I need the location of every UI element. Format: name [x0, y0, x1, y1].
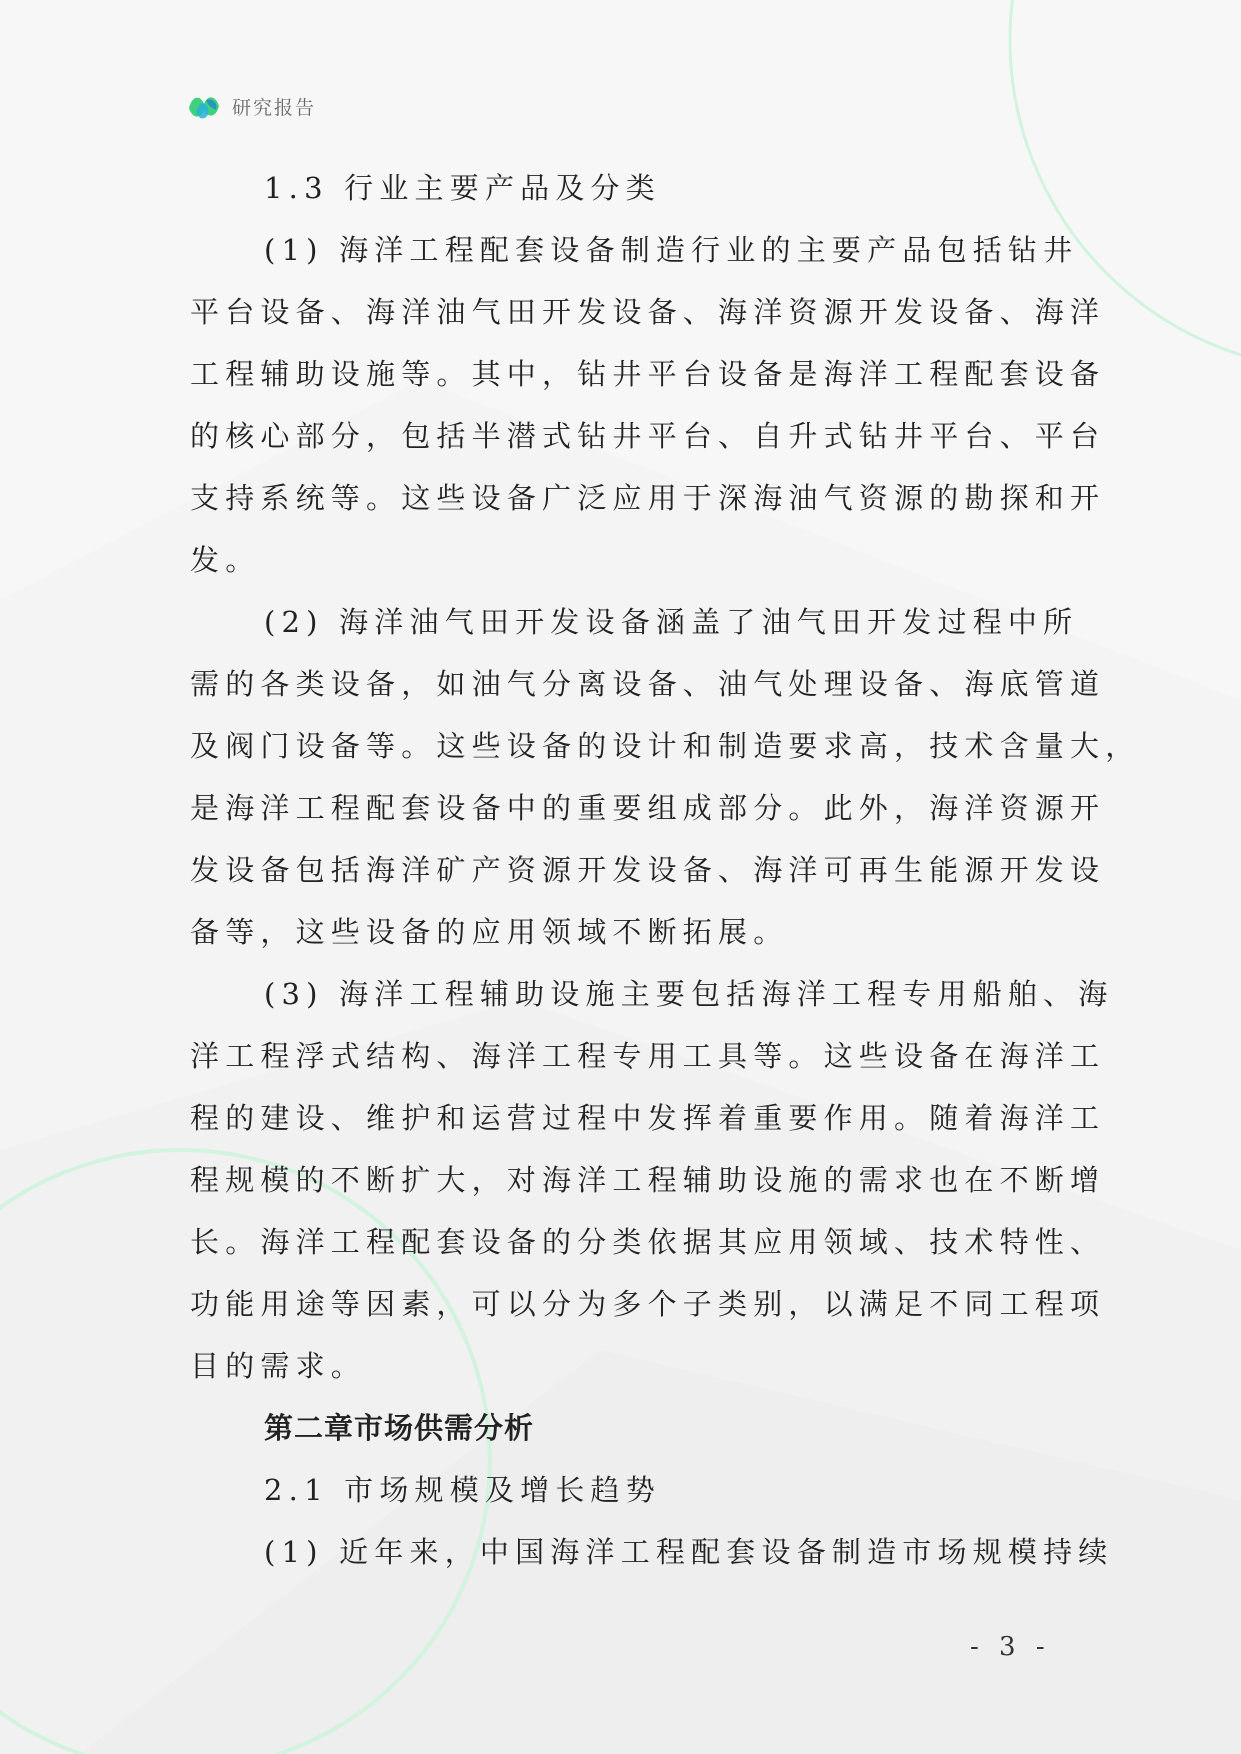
paragraph-line: 长。海洋工程配套设备的分类依据其应用领域、技术特性、 — [190, 1225, 1106, 1259]
paragraph-line: (2) 海洋油气田开发设备涵盖了油气田开发过程中所 — [264, 605, 1079, 639]
header-title: 研究报告 — [232, 96, 317, 119]
logo-icon — [186, 88, 222, 124]
section-heading: 1.3 行业主要产品及分类 — [264, 171, 661, 205]
paragraph-line: 是海洋工程配套设备中的重要组成部分。此外，海洋资源开 — [190, 791, 1106, 825]
paragraph-line: 平台设备、海洋油气田开发设备、海洋资源开发设备、海洋 — [190, 295, 1106, 329]
paragraph-line: 发设备包括海洋矿产资源开发设备、海洋可再生能源开发设 — [190, 853, 1106, 887]
document-body — [190, 157, 1141, 1583]
page-number: - 3 - — [970, 1632, 1051, 1662]
paragraph-line: 的核心部分，包括半潜式钻井平台、自升式钻井平台、平台 — [190, 419, 1106, 453]
paragraph-line: 需的各类设备，如油气分离设备、油气处理设备、海底管道 — [190, 667, 1106, 701]
paragraph-line: 洋工程浮式结构、海洋工程专用工具等。这些设备在海洋工 — [190, 1039, 1106, 1073]
paragraph-line: 支持系统等。这些设备广泛应用于深海油气资源的勘探和开 — [190, 481, 1106, 515]
paragraph-line: 发。 — [190, 543, 261, 577]
paragraph-line: 程的建设、维护和运营过程中发挥着重要作用。随着海洋工 — [190, 1101, 1106, 1135]
paragraph-line: 程规模的不断扩大，对海洋工程辅助设施的需求也在不断增 — [190, 1163, 1106, 1197]
paragraph-line: (1) 近年来，中国海洋工程配套设备制造市场规模持续 — [264, 1535, 1114, 1569]
paragraph-line: 工程辅助设施等。其中，钻井平台设备是海洋工程配套设备 — [190, 357, 1106, 391]
paragraph-line: 目的需求。 — [190, 1349, 367, 1383]
paragraph-line: 功能用途等因素，可以分为多个子类别，以满足不同工程项 — [190, 1287, 1106, 1321]
paragraph-line: (3) 海洋工程辅助设施主要包括海洋工程专用船舶、海 — [264, 977, 1114, 1011]
chapter-heading: 第二章市场供需分析 — [264, 1411, 535, 1445]
paragraph-line: 及阀门设备等。这些设备的设计和制造要求高，技术含量大， — [190, 729, 1141, 763]
page-header — [186, 88, 316, 124]
section-heading: 2.1 市场规模及增长趋势 — [264, 1473, 661, 1507]
paragraph-line: 备等，这些设备的应用领域不断拓展。 — [190, 915, 789, 949]
paragraph-line: (1) 海洋工程配套设备制造行业的主要产品包括钻井 — [264, 233, 1079, 267]
